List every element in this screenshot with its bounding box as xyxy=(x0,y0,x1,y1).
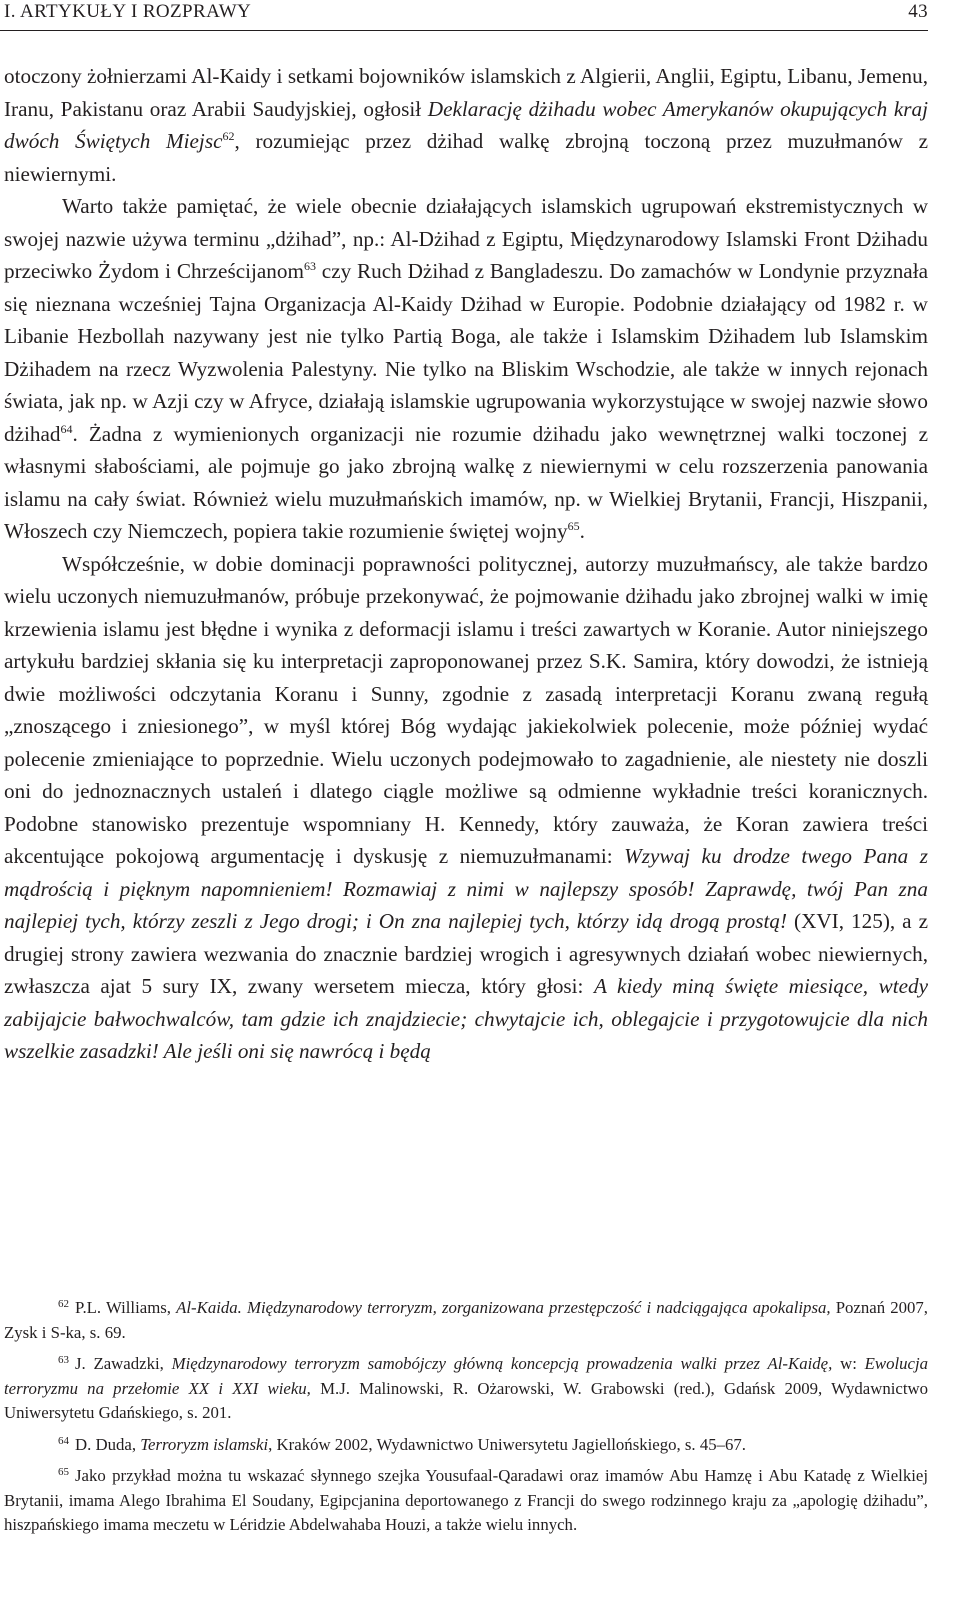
footnote-ref: 65 xyxy=(567,519,580,533)
text-run: . xyxy=(579,519,585,543)
text-run: (XVI, 125), a z drugiej strony zawiera wezwania do znacznie bardziej wrogich i agresywnych działań wobec niewiernych, zwłaszcza ajat 5 sury IX, zwany wersetem miecza, który głosi: xyxy=(4,909,929,998)
text-run: w: xyxy=(832,1354,865,1373)
footnote-number: 65 xyxy=(58,1466,69,1478)
italic-text: Ewolucja terroryzmu na przełomie XX i XXI wieku, xyxy=(4,1354,929,1398)
text-run: , Kraków 2002, Wydawnictwo Uniwersytetu Jagiellońskiego, s. 45–67. xyxy=(268,1434,746,1454)
footnote xyxy=(4,1464,928,1538)
text-run: Jako przykład można tu wskazać słynnego szejka Yousufaal-Qaradawi oraz imamów Abu Hamzę i Abu Katadę z Wielkiej Brytanii, imama Alego Ibrahima El Soudany, Egipcjanina deportowanego z Francji do swego rodzinnego kraju za „apologię dżihadu”, hiszpańskiego imama meczetu w Léridzie Abdelwahaba Houzi, a także wielu innych. xyxy=(4,1466,928,1534)
footnotes xyxy=(4,1296,928,1545)
footnote-number: 63 xyxy=(58,1354,69,1366)
italic-text: Deklarację dżihadu wobec Amerykanów okupujących kraj dwóch Świętych Miejsc xyxy=(4,96,928,153)
text-run: . Żadna z wymienionych organizacji nie rozumie dżihadu jako wewnętrznej walki toczonej z własnymi słabościami, ale pojmuje go jako zbrojną walkę z niewiernymi w celu rozszerzenia panowania islamu na cały świat. Również wielu muzułmańskich imamów, np. w Wielkiej Brytanii, Francji, Hiszpanii, Włoszech czy Niemczech, popiera takie rozumienie świętej wojny xyxy=(4,421,928,543)
text-run: czy Ruch Dżihad z Bangladeszu. Do zamachów w Londynie przyznała się nieznana wcześniej Tajna Organizacja Al-Kaidy Dżihad w Europie. Podobnie działający od 1982 r. w Libanie Hezbollah nazywany jest nie tylko Partią Boga, ale także i Islamskim Dżihadem lub Islamskim Dżihadem na rzecz Wyzwolenia Palestyny. Nie tylko na Bliskim Wschodzie, ale także w innych rejonach świata, jak np. w Azji czy w Afryce, działają islamskie ugrupowania wykorzystujące w swojej nazwie słowo dżihad xyxy=(4,259,928,446)
text-run: , rozumiejąc przez dżihad walkę zbrojną toczoną przez muzułmanów z niewiernymi. xyxy=(4,129,928,186)
main-text xyxy=(4,60,928,1068)
text-run: Warto także pamiętać, że wiele obecnie działających islamskich ugrupowań ekstremistycznych w swojej nazwie używa terminu „dżihad”, np.: Al-Dżihad z Egiptu, Międzynarodowy Islamski Front Dżihadu przeciwko Żydom i Chrześcijanom xyxy=(4,194,928,283)
text-run: D. Duda, xyxy=(75,1434,141,1454)
text-run: J. Zawadzki, xyxy=(75,1354,172,1373)
paragraph xyxy=(4,60,928,190)
footnote-number: 62 xyxy=(58,1298,69,1310)
footnote-ref: 64 xyxy=(60,421,73,436)
text-run: P.L. Williams, xyxy=(75,1298,177,1317)
italic-text: Terroryzm islamski xyxy=(140,1434,269,1454)
footnote-number: 64 xyxy=(58,1434,69,1447)
text-run: M.J. Malinowski, R. Ożarowski, W. Grabowski (red.), Gdańsk 2009, Wydawnictwo Uniwersytetu Gdańskiego, s. 201. xyxy=(4,1378,928,1422)
section-title: I. ARTYKUŁY I ROZPRAWY xyxy=(4,1,252,22)
footnote xyxy=(4,1296,928,1345)
page-number: 43 xyxy=(908,1,928,22)
text-run: otoczony żołnierzami Al-Kaidy i setkami bojowników islamskich z Algierii, Anglii, Egiptu, Libanu, Jemenu, Iranu, Pakistanu oraz Arabii Saudyjskiej, ogłosił xyxy=(4,64,928,121)
italic-text: Wzywaj ku drodze twego Pana z mądrością i pięknym napomnieniem! Rozmawiaj z nimi w najlepszy sposób! Zaprawdę, twój Pan zna najlepiej tych, którzy zeszli z Jego drogi; i On zna najlepiej tych, którzy idą drogą prostą! xyxy=(4,844,928,933)
footnote-ref: 63 xyxy=(303,259,316,273)
text-run: Poznań 2007, Zysk i S-ka, s. 69. xyxy=(4,1298,928,1342)
italic-text: A kiedy miną święte miesiące, wtedy zabijajcie bałwochwalców, tam gdzie ich znajdziecie; chwytajcie ich, oblegajcie i przygotowujcie dla nich wszelkie zasadzki! Ale jeśli oni się nawrócą i będą xyxy=(4,974,929,1063)
footnote-ref: 62 xyxy=(222,129,235,143)
footnote xyxy=(4,1433,928,1458)
running-header xyxy=(0,0,928,31)
italic-text: Międzynarodowy terroryzm samobójczy główną koncepcją prowadzenia walki przez Al-Kaidę, xyxy=(171,1354,833,1373)
text-run: Współcześnie, w dobie dominacji poprawności politycznej, autorzy muzułmańscy, ale także bardzo wielu uczonych niemuzułmanów, próbuje przekonywać, że pojmowanie dżihadu jako zbrojnej walki w imię krzewienia islamu jest błędne i wynika z deformacji islamu i treści zawartych w Koranie. Autor niniejszego artykułu bardziej skłania się ku interpretacji zaproponowanej przez S.K. Samira, który dowodzi, że istnieją dwie możliwości odczytania Koranu i Sunny, zgodnie z zasadą interpretacji Koranu zwaną regułą „znoszącego i zniesionego”, w myśl której Bóg wydając jakiekolwiek polecenie, może później wydać polecenie zmieniające to poprzednie. Wielu uczonych podejmowało to zagadnienie, ale niestety nie doszli oni do jednoznacznych ustaleń i dlatego ciągle możliwe są odmienne wykładnie treści koranicznych. Podobne stanowisko prezentuje wspomniany H. Kennedy, który zauważa, że Koran zawiera treści akcentujące pokojową argumentację i dyskusję z niemuzułmanami: xyxy=(4,551,928,868)
paragraph xyxy=(4,190,928,548)
paragraph xyxy=(4,548,928,1068)
footnote xyxy=(4,1352,928,1426)
italic-text: Al-Kaida. Międzynarodowy terroryzm, zorganizowana przestępczość i nadciągająca apokalipsa, xyxy=(176,1298,831,1317)
